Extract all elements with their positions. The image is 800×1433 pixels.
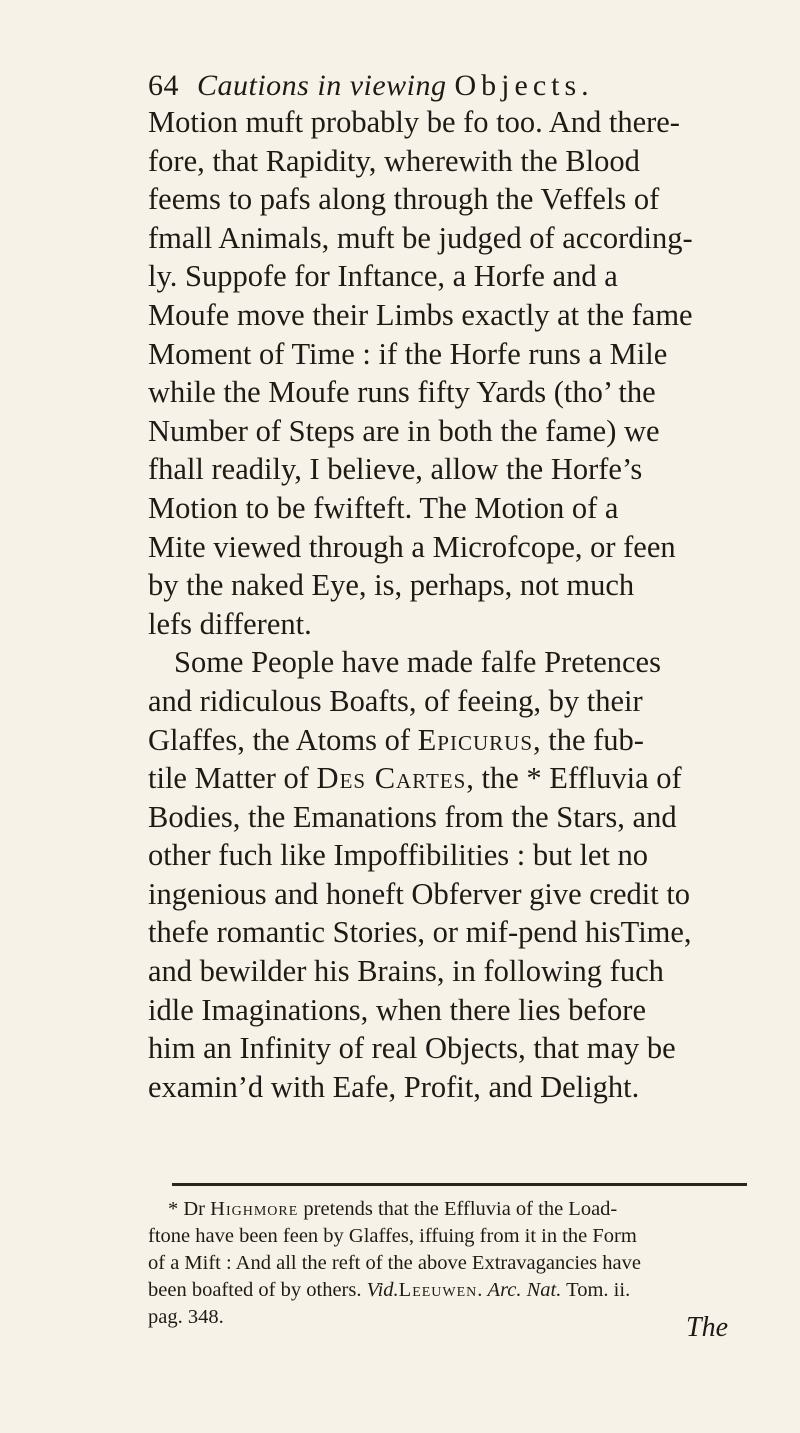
text-line: Moment of Time : if the Horfe runs a Mile (148, 336, 668, 371)
main-text (148, 103, 750, 1106)
text-line: idle Imaginations, when there lies before (148, 992, 646, 1027)
des-cartes-name: Des Cartes (316, 761, 467, 796)
text-line: ly. Suppofe for Inftance, a Horfe and a (148, 259, 618, 294)
text-line: by the naked Eye, is, perhaps, not much (148, 568, 635, 603)
text-line: and ridiculous Boafts, of feeing, by their (148, 683, 643, 718)
text-line: feems to pafs along through the Veffels of (148, 182, 660, 217)
text-line: and bewilder his Brains, in following fuch (148, 954, 664, 989)
vid-abbrev: Vid. (366, 1279, 399, 1301)
running-header (148, 68, 708, 104)
text-line: examin’d with Eafe, Profit, and Delight. (148, 1069, 640, 1104)
leeuwen-name: Leeuwen (398, 1279, 478, 1301)
text-line: Mite viewed through a Microfcope, or feen (148, 529, 676, 564)
footnote-segment: . (477, 1279, 488, 1301)
text-line: lefs different. (148, 606, 312, 641)
paragraph-start-line: Some People have made falfe Pretences (174, 645, 661, 680)
footnote-divider (172, 1183, 747, 1186)
text-segment: Glaffes, the Atoms of (148, 722, 418, 757)
footnote-line: pag. 348. (148, 1306, 224, 1328)
catchword: The (686, 1312, 728, 1343)
footnote-segment: * Dr (168, 1198, 211, 1220)
arc-nat-title: Arc. Nat. (487, 1279, 562, 1301)
text-line: fmall Animals, muft be judged of according- (148, 220, 693, 255)
text-line (148, 721, 750, 760)
text-segment: tile Matter of (148, 761, 317, 796)
footnote (148, 1196, 750, 1331)
text-line: him an Infinity of real Objects, that may be (148, 1031, 676, 1066)
footnote-segment: Tom. ii. (561, 1279, 631, 1301)
running-title-caps: Objects. (454, 69, 594, 102)
running-title-italic: Cautions in viewing (197, 69, 447, 102)
text-line: fore, that Rapidity, wherewith the Blood (148, 143, 640, 178)
text-line: Moufe move their Limbs exactly at the fame (148, 297, 693, 332)
footnote-line: ftone have been feen by Glaffes, iffuing from it in the Form (148, 1225, 637, 1247)
page-number: 64 (148, 69, 179, 102)
text-line: ingenious and honeft Obferver give credit to (148, 876, 691, 911)
text-line: Motion to be fwifteft. The Motion of a (148, 490, 619, 525)
text-line: while the Moufe runs fifty Yards (tho’ the (148, 375, 656, 410)
text-line: thefe romantic Stories, or mif-pend hisTime, (148, 915, 692, 950)
text-segment: , the * Effluvia of (466, 761, 682, 796)
highmore-name: Highmore (210, 1198, 299, 1220)
text-line: Bodies, the Emanations from the Stars, and (148, 799, 677, 834)
footnote-line (148, 1196, 750, 1223)
footnote-line (148, 1277, 750, 1304)
text-line (148, 759, 750, 798)
text-segment: , the fub- (533, 722, 644, 757)
text-line: fhall readily, I believe, allow the Horfe’s (148, 452, 643, 487)
epicurus-name: Epicurus (417, 722, 533, 757)
text-line: Number of Steps are in both the fame) we (148, 413, 660, 448)
footnote-segment: been boafted of by others. (148, 1279, 367, 1301)
text-line: other fuch like Impoffibilities : but let no (148, 838, 649, 873)
text-line: Motion muft probably be fo too. And there- (148, 105, 680, 139)
footnote-line: of a Mift : And all the reft of the above Extravagancies have (148, 1252, 641, 1274)
footnote-segment: pretends that the Effluvia of the Load- (298, 1198, 618, 1220)
